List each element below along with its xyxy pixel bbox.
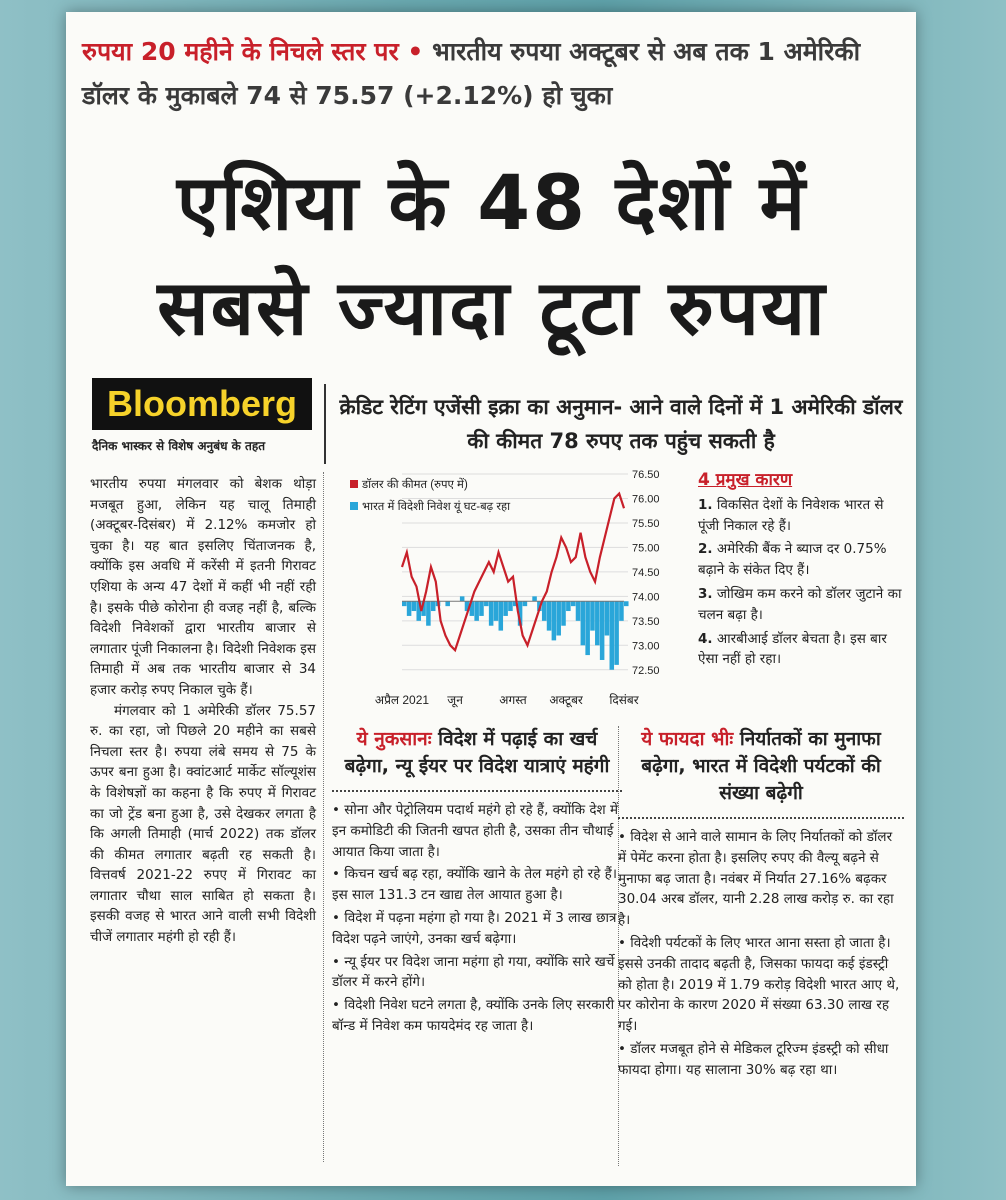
dotted-rule	[618, 817, 904, 823]
investment-bar	[552, 601, 557, 640]
y-tick-label: 75.00	[632, 542, 660, 555]
x-tick-label: दिसंबर	[609, 693, 639, 707]
reasons-box	[698, 470, 904, 673]
y-tick-label: 75.50	[632, 517, 660, 530]
loss-item: • विदेश में पढ़ना महंगा हो गया है। 2021 में 3 लाख छात्र विदेश पढ़ने जाएंगे, उनका खर्च बढ़ेगा।	[332, 909, 617, 947]
x-tick-label: अक्टूबर	[549, 693, 583, 707]
investment-bar	[614, 601, 619, 665]
loss-box	[332, 726, 622, 1039]
estimate-subhead: क्रेडिट रेटिंग एजेंसी इक्रा का अनुमान- आने वाले दिनों में 1 अमेरिकी डॉलर की कीमत 78 रुपए तक पहुंच सकती है	[339, 395, 903, 453]
bloomberg-logo: Bloomberg	[92, 378, 312, 430]
gain-head-text: निर्यातकों का मुनाफा बढ़ेगा, भारत में विदेशी पर्यटकों की संख्या बढ़ेगी	[641, 728, 881, 804]
divider	[324, 384, 326, 464]
loss-item: • न्यू ईयर पर विदेश जाना महंगा हो गया, क्योंकि सारे खर्चे डॉलर में करने होंगे।	[332, 953, 615, 991]
investment-bar	[581, 601, 586, 645]
reason-item	[698, 629, 904, 671]
loss-item: • किचन खर्च बढ़ रहा, क्योंकि खाने के तेल महंगे हो रहे हैं। इस साल 131.3 टन खाद्य तेल आयात हुआ है।	[332, 866, 617, 904]
x-tick-label: अप्रैल 2021	[374, 693, 430, 707]
investment-bar	[499, 601, 504, 630]
reason-item	[698, 584, 904, 626]
legend-swatch-price	[350, 480, 358, 488]
y-tick-label: 74.00	[632, 591, 660, 604]
investment-bar	[460, 596, 465, 601]
investment-bar	[605, 601, 610, 635]
main-story-column	[90, 474, 316, 948]
investment-bar	[431, 601, 436, 611]
x-tick-label: अगस्त	[499, 693, 527, 707]
source-tagline: दैनिक भास्कर से विशेष अनुबंध के तहत	[92, 439, 266, 453]
loss-list	[332, 800, 622, 1037]
investment-bar	[547, 601, 552, 630]
reason-text: जोखिम कम करने को डॉलर जुटाने का चलन बढ़ा है।	[698, 585, 902, 623]
investment-bar	[619, 601, 624, 621]
investment-bar	[402, 601, 407, 606]
kicker-line	[82, 30, 912, 118]
gain-item: • विदेशी पर्यटकों के लिए भारत आना सस्ता हो जाता है। इससे उनकी तादाद बढ़ती है, जिसका फायदा कई इंडस्ट्री को होता है। 2019 में 1.79 करोड़ विदेशी भारत आए थे, पर कोरोना के कारण 2020 में संख्या 63.30 लाख रह गई।	[618, 934, 900, 1035]
investment-bar	[600, 601, 605, 660]
y-tick-label: 76.50	[632, 469, 660, 481]
kicker-highlight: रुपया 20 महीने के निचले स्तर पर •	[82, 37, 424, 66]
investment-bar	[479, 601, 484, 616]
kicker-text: भारतीय रुपया अक्टूबर से अब तक 1 अमेरिकी डॉलर के मुकाबले 74 से 75.57 (+2.12%) हो चुका	[82, 37, 861, 110]
investment-bar	[566, 601, 571, 611]
investment-bar	[585, 601, 590, 655]
reasons-title: 4 प्रमुख कारण	[698, 470, 793, 490]
dotted-rule	[332, 790, 622, 796]
investment-bar	[624, 601, 629, 606]
y-tick-label: 74.50	[632, 566, 660, 579]
legend-swatch-investment	[350, 502, 358, 510]
legend-investment: भारत में विदेशी निवेश यूं घट-बढ़ रहा	[362, 501, 511, 513]
investment-bar	[561, 601, 566, 625]
investment-bar	[571, 601, 576, 606]
investment-bar	[532, 596, 537, 601]
investment-bar	[610, 601, 615, 670]
investment-bar	[426, 601, 431, 625]
investment-bar	[523, 601, 528, 606]
investment-bar	[445, 601, 450, 606]
gain-box	[618, 726, 904, 1083]
legend-price: डॉलर की कीमत (रुपए में)	[362, 479, 468, 491]
column-divider	[323, 472, 325, 1162]
reason-number: 3.	[698, 585, 713, 602]
y-tick-label: 76.00	[632, 493, 660, 506]
gain-item: • डॉलर मजबूत होने से मेडिकल टूरिज्म इंडस्ट्री को सीधा फायदा होगा। यह सालाना 30% बढ़ रहा था।	[618, 1040, 889, 1078]
y-tick-label: 73.00	[632, 640, 660, 653]
headline	[76, 150, 908, 360]
newspaper-clipping	[66, 12, 916, 1186]
investment-bar	[489, 601, 494, 625]
gain-item: • विदेश से आने वाले सामान के लिए निर्यातकों को डॉलर में पेमेंट करना होता है। इसलिए रुपए की वैल्यू बढ़ने से मुनाफा बढ़ जाता है। नवंबर में निर्यात 27.16% बढ़कर 30.04 अरब डॉलर, यानी 2.28 लाख करोड़ रु. का रहा है।	[618, 829, 894, 929]
gain-heading	[618, 726, 904, 807]
y-tick-label: 73.50	[632, 615, 660, 628]
investment-bar	[576, 601, 581, 621]
gain-list	[618, 827, 904, 1081]
investment-bar	[484, 601, 489, 606]
y-tick-label: 72.50	[632, 664, 660, 677]
gain-label: ये फायदा भीः	[641, 728, 734, 750]
reason-text: विकसित देशों के निवेशक भारत से पूंजी निकाल रहे हैं।	[698, 496, 884, 534]
investment-bar	[412, 601, 417, 611]
story-paragraph-1: भारतीय रुपया मंगलवार को बेशक थोड़ा मजबूत हुआ, लेकिन यह चालू तिमाही (अक्टूबर-दिसंबर) में 2.12% कमजोर हो चुका है। यह बात इसलिए चिंताजनक है, क्योंकि इस अवधि में करेंसी में इतनी गिरावट एशिया के अन्य 47 देशों में कहीं भी नहीं रही है। इसके पीछे कोरोना ही वजह नहीं है, बल्कि विदेशी निवेशकों द्वारा भारतीय बाजार से लगातार पूंजी निकालना है। विदेशी निवेशक इस तिमाही में अब तक भारतीय बाजार से 34 हजार करोड़ रुपए निकाल चुके हैं।	[90, 476, 316, 698]
x-tick-label: जून	[447, 693, 463, 707]
reasons-list	[698, 495, 904, 670]
investment-bar	[508, 601, 513, 611]
reason-text: अमेरिकी बैंक ने ब्याज दर 0.75% बढ़ाने के संकेत दिए हैं।	[698, 541, 887, 579]
loss-heading	[332, 726, 622, 780]
reason-text: आरबीआई डॉलर बेचता है। इस बार ऐसा नहीं हो रहा।	[698, 630, 887, 668]
headline-line-1: एशिया के 48 देशों में	[176, 158, 808, 247]
investment-bar	[494, 601, 499, 621]
headline-line-2: सबसे ज्यादा टूटा रुपया	[157, 263, 827, 352]
y-axis-ticks	[632, 469, 660, 677]
investment-bar	[595, 601, 600, 645]
loss-item: • सोना और पेट्रोलियम पदार्थ महंगे हो रहे हैं, क्योंकि देश में इन कमोडिटी की जितनी खपत होती है, उसका तीन चौथाई आयात किया जाता है।	[332, 802, 619, 860]
investment-bar	[556, 601, 561, 635]
investment-bar	[407, 601, 412, 616]
reason-number: 2.	[698, 541, 713, 558]
loss-head-text: विदेश में पढ़ाई का खर्च बढ़ेगा, न्यू ईयर पर विदेश यात्राएं महंगी	[344, 728, 610, 777]
loss-label: ये नुकसानः	[356, 728, 432, 750]
reason-item	[698, 539, 904, 581]
investment-bar	[590, 601, 595, 630]
rupee-chart	[334, 468, 668, 710]
reason-number: 4.	[698, 630, 713, 647]
story-paragraph-2: मंगलवार को 1 अमेरिकी डॉलर 75.57 रु. का रहा, जो पिछले 20 महीने का सबसे निचला स्तर है। रुपया लंबे समय से 75 के ऊपर बना हुआ है। क्वांटआर्ट मार्केट सॉल्यूशंस के विशेषज्ञों का कहना है कि रुपए में गिरावट का जो ट्रेंड बना हुआ है, उसे देखकर लगता है कि अगली तिमाही (मार्च 2022) तक डॉलर की कीमत लगातार बढ़ती रह सकती है। वित्तवर्ष 2021-22 रुपए में गिरावट का लगातार चौथा साल साबित हो सकता है। इसकी वजह से भारत आने वाली सभी विदेशी चीजें लगातार महंगी हो रही हैं।	[90, 702, 316, 946]
reason-item	[698, 495, 904, 537]
investment-bar	[474, 601, 479, 621]
loss-item: • विदेशी निवेश घटने लगता है, क्योंकि उनके लिए सरकारी बॉन्ड में निवेश कम फायदेमंद रह जाता है।	[332, 997, 615, 1034]
investment-bar	[542, 601, 547, 621]
investment-bar	[503, 601, 508, 616]
reason-number: 1.	[698, 496, 713, 513]
